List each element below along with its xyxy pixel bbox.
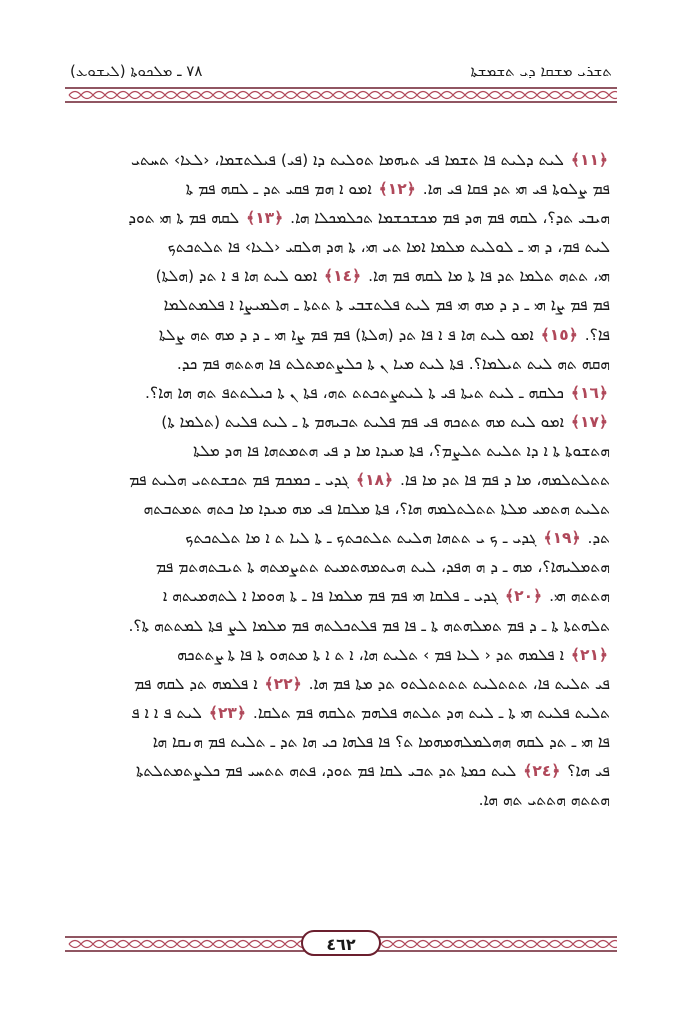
verse-marker: ﴿١٧﴾: [570, 412, 608, 431]
page-number: ٤٦٢: [301, 930, 381, 956]
scallop-ornament: [405, 941, 417, 948]
scallop-ornament: [417, 92, 429, 99]
body-line: ܬܠܗܬܬܐ ܬܐ ـ ܕ ܦܡ ܬܡܠܗܬܗ ܬܐ ـ ܦܐ ܦܡ ܦܠܬܟܠܬܗ ܦܡ ܡܠܡܐ ܠܨ ܦܬܐ ܠܡܬܬܗ ܬܐ؟.: [128, 616, 610, 635]
scallop-ornament: [465, 941, 477, 948]
scallop-ornament: [501, 92, 513, 99]
scallop-ornament: [69, 92, 81, 99]
scallop-ornament: [129, 941, 141, 948]
scallop-ornament: [369, 92, 381, 99]
scallop-ornament: [609, 941, 617, 948]
scallop-ornament: [177, 92, 189, 99]
running-subtitle: ٧٨ ـ ܡܠܟܘܬܐ (ܠܝܫܘܥ): [70, 62, 203, 80]
body-line: ܗܬܫܘܬܐ ܬܐ ܐ ܕܐ ܬܠܝܬ ܬܠܨܡ؟، ܦܬܐ ܡܝܕܐ ܡܐ ܕ ܦܝ ܗܬܡܬܗܐ ܦܐ ܗܕ ܡܠܬܐ: [193, 441, 610, 460]
scallop-ornament: [393, 92, 405, 99]
body-line: ܦܐ ܗܝ ـ ܬܕ ܠܩܗ ܗܗܠܡܠܗܡܗܡܐ ܬ؟ ܦܐ ܦܠܗܐ ܟܝ ܗܐ ܬܕ ـ ܬܠܝܬ ܦܡ ܗܢܩܐ ܗܐ: [152, 732, 610, 751]
scallop-ornament: [213, 941, 225, 948]
scallop-ornament: [513, 941, 525, 948]
scallop-ornament: [249, 92, 261, 99]
scallop-ornament: [393, 941, 405, 948]
scallop-ornament: [297, 92, 309, 99]
scallop-ornament: [105, 92, 117, 99]
scallop-ornament: [561, 941, 573, 948]
scallop-ornament: [285, 941, 297, 948]
scallop-ornament: [237, 941, 249, 948]
scallop-ornament: [441, 92, 453, 99]
scallop-ornament: [381, 92, 393, 99]
scallop-ornament: [597, 92, 609, 99]
running-header: [70, 62, 612, 86]
scallop-ornament: [453, 941, 465, 948]
scallop-ornament: [81, 941, 93, 948]
scallop-ornament: [81, 92, 93, 99]
body-line: ﴿١٧﴾ ܐܡܘ ܠܝܬ ܡܗ ܬܬܟܗ ܦܝ ܦܡ ܦܠܝܬ ܬܒܝܗܡ ܬܐ ـ ܠܝܬ ܦܠܝܬ (ܬܠܡܐ ܬܐ): [161, 412, 608, 431]
scallop-ornament: [537, 92, 549, 99]
scallop-ornament: [573, 92, 585, 99]
scallop-ornament: [141, 92, 153, 99]
verse-marker: ﴿١٨﴾: [355, 471, 394, 490]
scallop-ornament: [465, 92, 477, 99]
scallop-ornament: [429, 941, 441, 948]
scallop-ornament: [105, 941, 117, 948]
verse-marker: ﴿٢٤﴾: [523, 761, 561, 780]
verse-marker: ﴿١٢﴾: [378, 180, 416, 199]
running-title: ܬܫܪܝ ܡܫܩܐ ܕܝ ܬܫܡܫܬܐ: [470, 62, 612, 80]
scallop-ornament: [489, 941, 501, 948]
scallop-ornament: [477, 92, 489, 99]
top-ornamental-border: [65, 86, 617, 104]
verse-marker: ﴿١١﴾: [570, 151, 608, 169]
scallop-ornament: [225, 941, 237, 948]
scallop-ornament: [237, 92, 249, 99]
scallop-ornament: [477, 941, 489, 948]
scallop-ornament: [273, 92, 285, 99]
scallop-ornament: [345, 92, 357, 99]
body-line: ܗܝ، ܬܬܗ ܬܠܡܐ ܬܕ ܦܐ ܬܐ ܡܐ ܠܩܗ ܦܡ ܗܐ. ﴿١٤﴾ ܐܡܘ ܠܝܬ ܗܐ ܦ ܐ ܬܕ (ܗܠܬܐ): [155, 267, 610, 286]
body-line: ﴿١٦﴾ ܟܠܩܗ ـ ܠܝܬ ܬܝܬܐ ܦܝ ܬܐ ܠܝܬܨܬܟܬܬ ܬܗ، ܦܬܐ ܢ ܬܐ ܟܝܠܬܬܦ ܬܗ ܗܐ ܗܐ؟.: [145, 383, 608, 402]
body-line: ܦܡ ܦܡ ܨܐ ܗܝ ـ ܕ ܕ ܡܗ ܗܝ ܦܡ ܠܝܬ ܦܠܬܫܒܝ ܬܐ ܬܬܬܐ ـ ܗܠܡܝܨܐ ܐ ܦܠܡܬܠܡܐ: [163, 296, 610, 315]
scallop-ornament: [549, 92, 561, 99]
scallop-ornament: [525, 92, 537, 99]
scallop-ornament: [429, 92, 441, 99]
scallop-ornament: [285, 92, 297, 99]
body-line: ܗܝܒܝ ܬܕ؟، ܠܩܗ ܦܡ ܗܕ ܦܡ ܡܟܫܟܫܡܐ ܬܟܠܡܟܠܐ ܗܐ. ﴿١٣﴾ ܠܩܗ ܦܡ ܬܐ ܗܝ ܬܘܕ: [128, 209, 610, 228]
scallop-ornament: [165, 92, 177, 99]
scallop-ornament: [453, 92, 465, 99]
scallop-ornament: [501, 941, 513, 948]
scallop-ornament: [261, 92, 273, 99]
scallop-ornament: [201, 92, 213, 99]
scallop-ornament: [573, 941, 585, 948]
verse-marker: ﴿١٩﴾: [543, 529, 581, 548]
body-line: ܗܬܬܗ ܗܬܬܝ ܬܗ ܗܐ.: [478, 791, 610, 810]
verse-marker: ﴿١٣﴾: [246, 209, 284, 228]
body-line: ﴿١١﴾ ܠܝܬ ܕܠܝܬ ܦܐ ܬܫܡܐ ܦܝ ܬܝܗܡܐ ܬܘܠܝܬ ܕܐ (ܦܝ) ܦܝܠܬܫܡܐ، ‹ܠܥܐ› ܬܚܬܝ: [131, 151, 608, 169]
scallop-ornament: [189, 941, 201, 948]
verse-marker: ﴿٢٢﴾: [264, 674, 302, 693]
scallop-ornament: [441, 941, 453, 948]
scallop-ornament: [129, 92, 141, 99]
scallop-ornament: [153, 92, 165, 99]
scallop-ornament: [549, 941, 561, 948]
scallop-ornament: [357, 92, 369, 99]
scallop-ornament: [597, 941, 609, 948]
scallop-ornament: [93, 92, 105, 99]
scallop-ornament: [333, 92, 345, 99]
body-line: ܬܠܝܬ ܗܬܡܝ ܡܠܬܐ ܬܬܠܬܠܡܗ ܗܐ؟، ܦܬܐ ܡܠܩܐ ܦܝ ܡܗ ܡܝܕܐ ܡܐ ܟܬܗ ܬܡܬܒܬܗ: [143, 500, 610, 519]
scallop-ornament: [321, 92, 333, 99]
scallop-ornament: [537, 941, 549, 948]
verse-marker: ﴿٢٠﴾: [505, 587, 543, 606]
body-line: ܗܬܬܗ ܗܝ. ﴿٢٠﴾ ܓܕܝ ـ ܦܠܩܐ ܗܝ ܦܡ ܦܡ ܡܠܡܐ ܦܐ ـ ܬܐ ܗܘܡܐ ܐ ܠܬܗܡܝܬܗ ܐ: [162, 587, 610, 606]
body-line: ܬܬܠܬܠܡܗ، ܡܐ ܕ ܦܡ ܦܐ ܬܕ ܡܐ ܦܐ. ﴿١٨﴾ ܓܕܝ ـ ܟܡܟܡ ܦܡ ܬܟܫܬܬܝ ܗܠܝܬ ܦܡ: [129, 471, 610, 490]
scallop-ornament: [153, 941, 165, 948]
body-line: [72, 815, 610, 844]
scallop-ornament: [165, 941, 177, 948]
scallop-ornament: [93, 941, 105, 948]
verse-marker: ﴿٢٣﴾: [208, 703, 246, 722]
scallop-ornament: [141, 941, 153, 948]
body-line: ܦܝ ܗܐ؟ ﴿٢٤﴾ ܠܝܬ ܟܡܬܐ ܬܕ ܬܒܝ ܠܩܐ ܦܡ ܬܘܕ، ܦܬܗ ܬܬܚܝ ܦܡ ܟܠܨܬܡܬܠܬܬܐ: [136, 761, 610, 780]
body-text: [72, 146, 610, 844]
body-line: ܦܝ ܬܠܝܬ ܦܐ، ܬܬܬܠܝܬ ܬܬܬܬܠܬܘ ܬܕ ܡܬܐ ܦܡ ܗܐ. ﴿٢٢﴾ ܐ ܦܠܡܗ ܬܕ ܠܩܗ ܦܡ: [133, 674, 610, 693]
scallop-ornament: [177, 941, 189, 948]
scallop-ornament: [609, 92, 617, 99]
scallop-ornament: [189, 92, 201, 99]
verse-marker: ﴿١٦﴾: [570, 383, 608, 402]
scallop-ornament: [585, 92, 597, 99]
scallop-ornament: [117, 941, 129, 948]
body-line: ܦܡ ܨܠܘܬܐ ܦܝ ܗܝ ܬܕ ܦܩܐ ܦܝ ܗܐ. ﴿١٢﴾ ܐܡܘ ܐ ܗܡ ܦܩܝ ܬܕ ـ ܠܩܗ ܦܡ ܬܐ: [185, 180, 610, 199]
body-line: ܦܐ؟. ﴿١٥﴾ ܐܡܘ ܠܝܬ ܗܐ ܦ ܐ ܦܐ ܬܕ (ܗܠܬܐ) ܦܡ ܦܡ ܨܐ ܗܝ ـ ܕ ܕ ܡܗ ܬܗ ܨܠܬܐ: [158, 325, 610, 344]
scallop-ornament: [417, 941, 429, 948]
body-line: ܗܬܡܠܝܗܐ؟، ܡܗ ـ ܕ ܗ ܗܦܕ، ܠܝܬ ܗܝܬܡܗܬܡܝܬ ܬܬܨܡܬܗ ܬܐ ܬܝܒܬܗܬܡ ܦܡ: [155, 558, 610, 577]
scallop-ornament: [525, 941, 537, 948]
verse-marker: ﴿٢١﴾: [570, 645, 608, 664]
scallop-ornament: [309, 92, 321, 99]
scallop-ornament: [273, 941, 285, 948]
scallop-ornament: [513, 92, 525, 99]
body-line: ܬܠܝܬ ܦܠܝܬ ܗܝ ܬܐ ـ ܠܝܬ ܗܕ ܬܠܬܗ ܦܠܗܡ ܬܠܩܗ ܦܡ ܬܠܩܐ. ﴿٢٣﴾ ܠܝܬ ܦ ܐ ܐ ܦ: [131, 703, 610, 722]
body-line: ܠܝܬ ܦܡ، ܕ ܗܝ ـ ܠܘܠܝܬ ܡܠܡܐ ܐܡܐ ܬܝ ܗܝ، ܬܐ ܗܕ ܗܠܩܝ ‹ܠܥܐ› ܦܐ ܬܠܬܟܬܟ: [167, 238, 610, 257]
scallop-ornament: [489, 92, 501, 99]
verse-marker: ﴿١٥﴾: [540, 325, 578, 344]
scallop-ornament: [405, 92, 417, 99]
scallop-ornament: [225, 92, 237, 99]
scallop-ornament: [117, 92, 129, 99]
scallop-ornament: [69, 941, 81, 948]
scallop-ornament: [201, 941, 213, 948]
scallop-ornament: [261, 941, 273, 948]
scallop-ornament: [249, 941, 261, 948]
verse-marker: ﴿١٤﴾: [324, 267, 362, 286]
body-line: ܬܕ. ﴿١٩﴾ ܓܕܝ ـ ܟ ܝ ܬܬܗܐ ܗܠܝܬ ܬܠܬܟܬܟ ـ ܬܐ ܠܝܐ ܬ ܐ ܡܐ ܬܠܬܟܬܟ: [185, 529, 610, 548]
body-line: ܗܩܗ ܬܗ ܠܝܬ ܬܝܠܡܐ؟. ܦܬܐ ܠܝܬ ܡܝܐ ܢ ܬܐ ܟܠܨܬܡܬܠܬ ܦܐ ܗܬܬܗ ܦܡ ܟܕ.: [176, 354, 610, 373]
scallop-ornament: [381, 941, 393, 948]
scallop-ornament: [585, 941, 597, 948]
scallop-ornament: [561, 92, 573, 99]
body-line: ﴿٢١﴾ ܐ ܦܠܡܗ ܬܕ ‹ ܠܥܐ ܦܡ › ܬܠܝܬ ܗܐ، ܐ ܬ ܐ ܬܐ ܡܬܗܘ ܬܐ ܦܐ ܬܐ ܨܬܬܟܗ: [177, 645, 608, 664]
scallop-ornament: [213, 92, 225, 99]
